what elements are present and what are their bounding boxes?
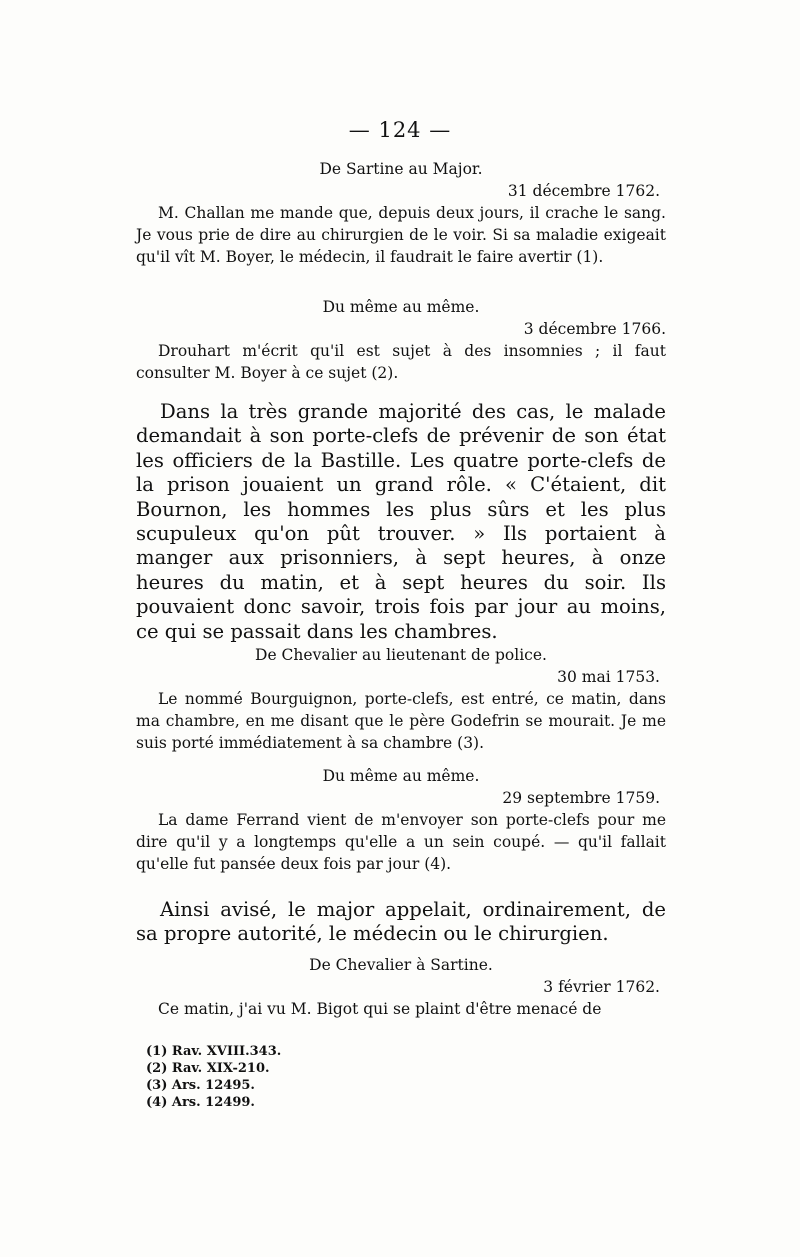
footnote: (1) Rav. XVIII.343.	[146, 1044, 282, 1059]
letter-block-2	[136, 296, 666, 384]
letter-text: Ce matin, j'ai vu M. Bigot qui se plaint d'être menacé de	[158, 1000, 602, 1018]
letter-block-3	[136, 644, 666, 754]
letter-block-1	[136, 158, 666, 268]
footnote: (2) Rav. XIX-210.	[146, 1061, 270, 1076]
letter-date: 3 février 1762.	[543, 978, 660, 996]
letter-date: 29 septembre 1759.	[502, 789, 660, 807]
letter-date: 31 décembre 1762.	[507, 182, 660, 200]
letter-block-5	[136, 954, 666, 1020]
letter-text: M. Challan me mande que, depuis deux jours, il crache le sang. Je vous prie de dire au chirurgien de le voir. Si sa maladie exigeait qu'il vît M. Boyer, le médecin, il faudrait le faire avertir (1).	[136, 204, 666, 266]
body-paragraph: Ainsi avisé, le major appelait, ordinairement, de sa propre autorité, le médecin ou le chirurgien.	[136, 898, 666, 946]
letter-heading: Du même au même.	[322, 767, 480, 785]
page-number: — 124 —	[348, 118, 452, 142]
letter-text: Drouhart m'écrit qu'il est sujet à des insomnies ; il faut consulter M. Boyer à ce sujet (2).	[136, 342, 666, 382]
footnote: (4) Ars. 12499.	[146, 1095, 255, 1110]
letter-date: 30 mai 1753.	[557, 668, 660, 686]
letter-heading: De Chevalier au lieutenant de police.	[255, 646, 547, 664]
footnotes	[146, 1043, 281, 1111]
main-paragraph-1	[136, 400, 666, 644]
letter-text: La dame Ferrand vient de m'envoyer son porte-clefs pour me dire qu'il y a longtemps qu'elle a un sein coupé. — qu'il fallait qu'elle fut pansée deux fois par jour (4).	[136, 811, 666, 873]
body-paragraph: Dans la très grande majorité des cas, le malade demandait à son porte-clefs de prévenir de son état les officiers de la Bastille. Les quatre porte-clefs de la prison jouaient un grand rôle. « C'étaient, dit Bournon, les hommes les plus sûrs et les plus scupuleux qu'on pût trouver. » Ils portaient à manger aux prisonniers, à sept heures, à onze heures du matin, et à sept heures du soir. Ils pouvaient donc savoir, trois fois par jour au moins, ce qui se passait dans les chambres.	[136, 400, 666, 643]
letter-heading: Du même au même.	[322, 298, 480, 316]
letter-text: Le nommé Bourguignon, porte-clefs, est entré, ce matin, dans ma chambre, en me disant que le père Godefrin se mourait. Je me suis porté immédiatement à sa chambre (3).	[136, 690, 666, 752]
main-paragraph-2	[136, 898, 666, 947]
letter-block-4	[136, 765, 666, 875]
letter-date: 3 décembre 1766.	[523, 320, 666, 338]
footnote: (3) Ars. 12495.	[146, 1078, 255, 1093]
letter-heading: De Sartine au Major.	[319, 160, 483, 178]
letter-heading: De Chevalier à Sartine.	[309, 956, 493, 974]
